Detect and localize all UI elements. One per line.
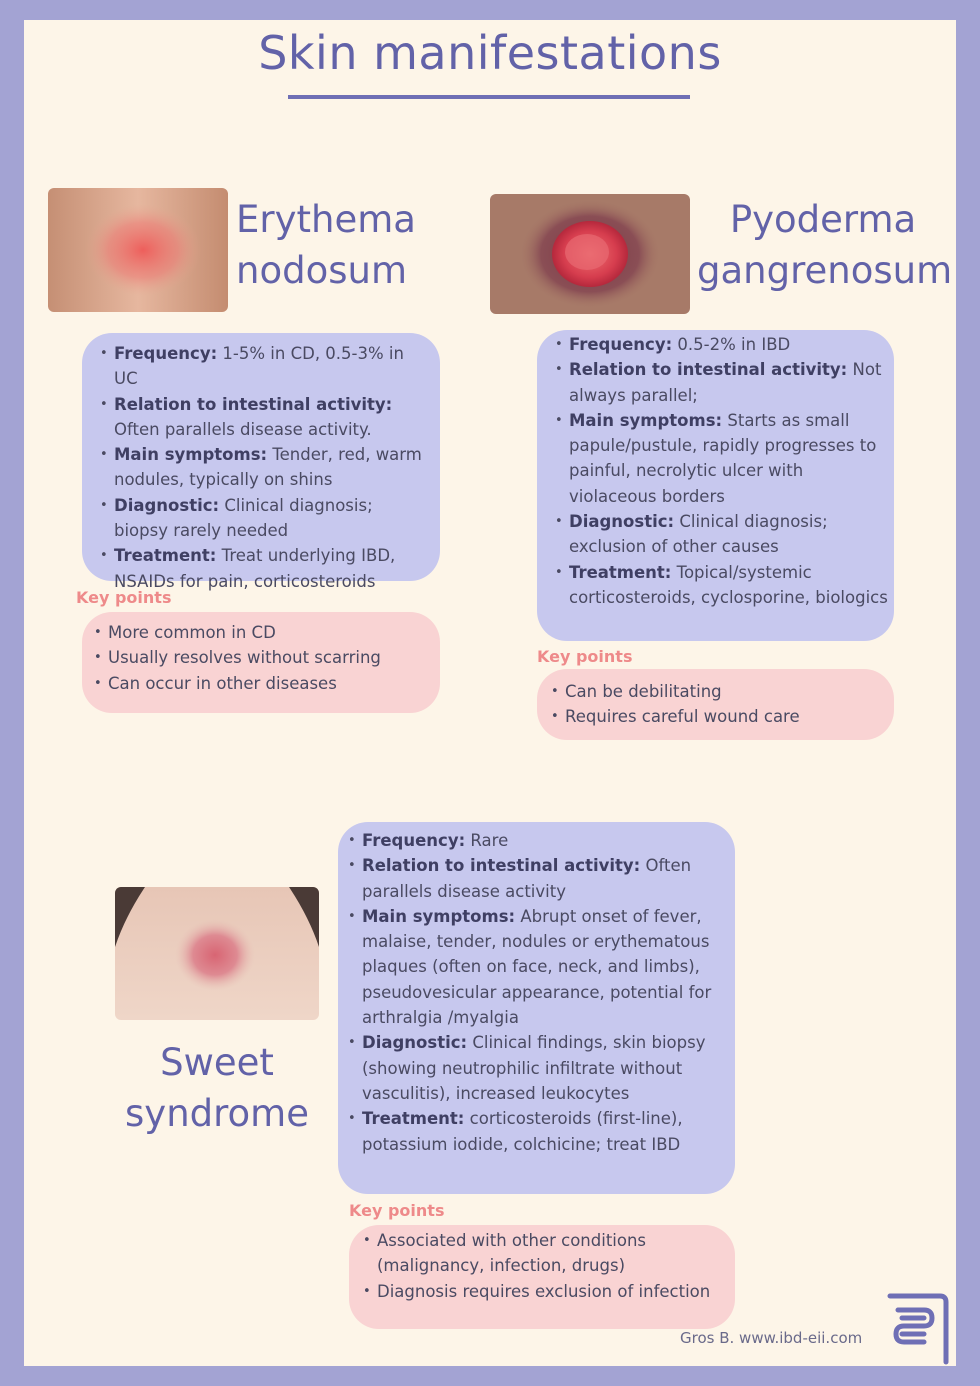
pyoderma-gangrenosum-heading: Pyoderma gangrenosum <box>697 198 953 292</box>
sweet-syndrome-heading: Sweet syndrome <box>125 1041 309 1135</box>
pyoderma-gangrenosum-photo <box>490 194 690 314</box>
list-item: • Treatment: corticosteroids (first-line), potassium iodide, colchicine; treat IBD <box>348 1106 729 1157</box>
sweet-syndrome-key-points-list <box>363 1228 725 1304</box>
erythema-nodosum-photo <box>48 188 228 312</box>
erythema-nodosum-key-points-box <box>82 612 440 713</box>
erythema-nodosum-heading: Erythema nodosum <box>236 198 416 292</box>
list-item: • Diagnostic: Clinical diagnosis; biopsy rarely needed <box>100 493 430 544</box>
list-item: • Frequency: 1-5% in CD, 0.5-3% in UC <box>100 341 430 392</box>
list-item: • Treatment: Topical/systemic corticosteroids, cyclosporine, biologics <box>555 560 888 611</box>
list-item: • Relation to intestinal activity: Often parallels disease activity <box>348 853 729 904</box>
pyoderma-gangrenosum-info-list <box>555 332 888 610</box>
sweet-syndrome-info-list <box>348 828 729 1157</box>
erythema-nodosum-info-box <box>82 333 440 591</box>
list-item: • Requires careful wound care <box>551 704 884 729</box>
list-item: • Diagnostic: Clinical diagnosis; exclusion of other causes <box>555 509 888 560</box>
sweet-syndrome-key-points-box <box>349 1225 735 1329</box>
list-item: • More common in CD <box>94 620 430 645</box>
pyoderma-gangrenosum-key-points-label: Key points <box>537 647 633 666</box>
erythema-nodosum-info-list <box>100 341 430 594</box>
list-item: • Can occur in other diseases <box>94 671 430 696</box>
footer-credit: Gros B. www.ibd-eii.com <box>680 1329 863 1347</box>
intestine-logo-icon <box>884 1288 950 1372</box>
sweet-syndrome-key-points-label: Key points <box>349 1201 445 1220</box>
list-item: • Treatment: Treat underlying IBD, NSAIDs for pain, corticosteroids <box>100 543 430 594</box>
page-title: Skin manifestations <box>258 26 722 80</box>
list-item: • Main symptoms: Starts as small papule/pustule, rapidly progresses to painful, necrolytic ulcer with violaceous borders <box>555 408 888 509</box>
list-item: • Associated with other conditions (malignancy, infection, drugs) <box>363 1228 725 1279</box>
list-item: • Can be debilitating <box>551 679 884 704</box>
list-item: • Frequency: 0.5-2% in IBD <box>555 332 888 357</box>
list-item: • Relation to intestinal activity: Not always parallel; <box>555 357 888 408</box>
erythema-nodosum-key-points-list <box>94 620 430 696</box>
list-item: • Relation to intestinal activity: Often parallels disease activity. <box>100 392 430 443</box>
erythema-nodosum-key-points-label: Key points <box>76 588 172 607</box>
sweet-syndrome-info-box <box>338 822 735 1194</box>
list-item: • Main symptoms: Abrupt onset of fever, malaise, tender, nodules or erythematous plaques (often on face, neck, and limbs), pseudovesicular appearance, potential for arthralgia /myalgia <box>348 904 729 1030</box>
pyoderma-gangrenosum-key-points-list <box>551 679 884 730</box>
title-underline <box>288 95 690 99</box>
list-item: • Main symptoms: Tender, red, warm nodules, typically on shins <box>100 442 430 493</box>
list-item: • Diagnostic: Clinical findings, skin biopsy (showing neutrophilic infiltrate without vasculitis), increased leukocytes <box>348 1030 729 1106</box>
pyoderma-gangrenosum-key-points-box <box>537 669 894 740</box>
sweet-syndrome-photo <box>115 887 319 1020</box>
list-item: • Usually resolves without scarring <box>94 645 430 670</box>
list-item: • Diagnosis requires exclusion of infection <box>363 1279 725 1304</box>
list-item: • Frequency: Rare <box>348 828 729 853</box>
pyoderma-gangrenosum-info-box <box>537 330 894 641</box>
